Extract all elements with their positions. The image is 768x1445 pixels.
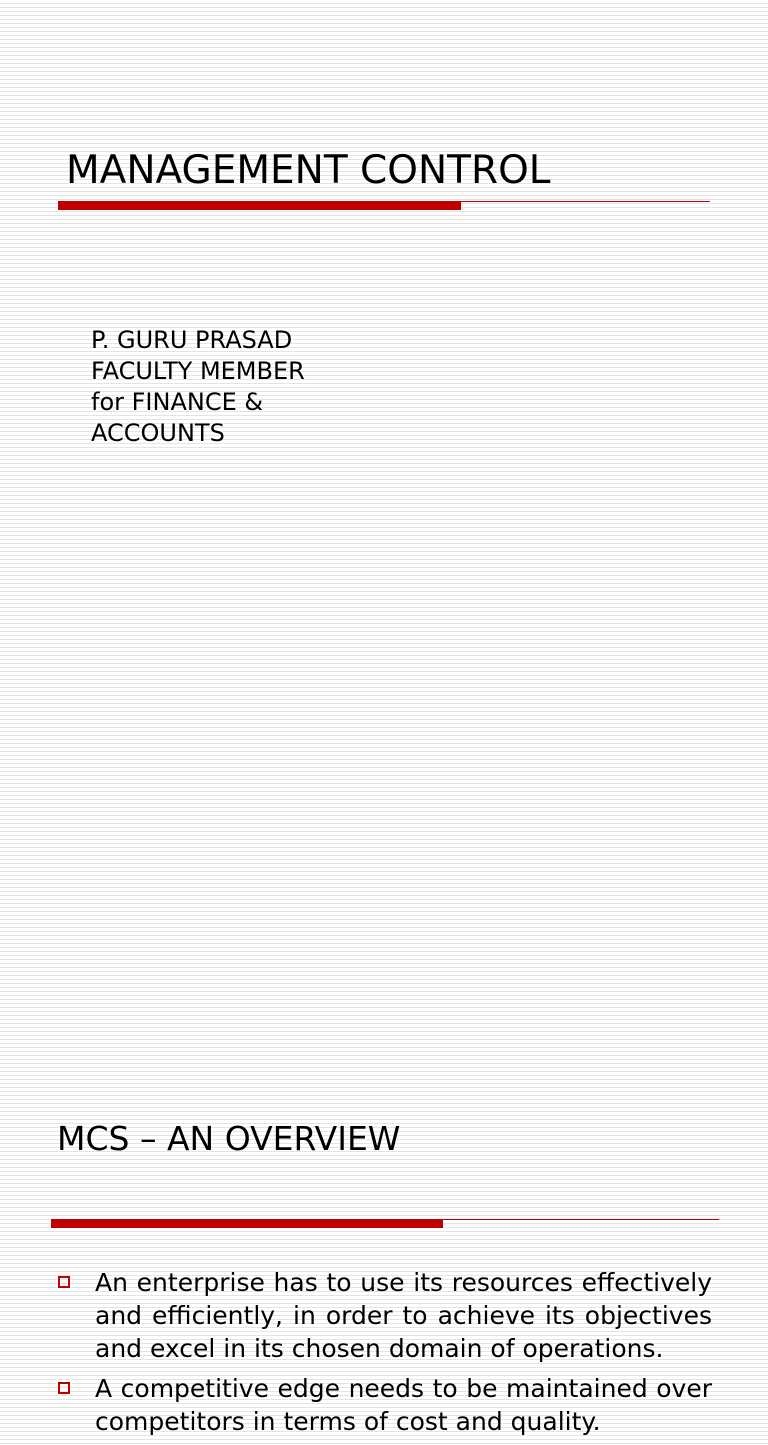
slide-2 [0,512,768,1436]
square-bullet-icon [58,1276,70,1288]
author-department-line-2: ACCOUNTS [91,419,225,447]
author-role: FACULTY MEMBER [91,357,305,385]
author-block [91,325,305,449]
list-item [58,1372,712,1438]
title-underline-thin [443,1219,719,1220]
title-underline-thin [461,201,710,202]
author-name: P. GURU PRASAD [91,326,293,354]
list-item [58,1266,712,1365]
square-bullet-icon [58,1382,70,1394]
bullet-list [58,1266,712,1445]
title-underline-thick [58,201,461,210]
bullet-text: An enterprise has to use its resources effectively and efficiently, in order to achieve its objectives and excel in its chosen domain of operations. [95,1268,712,1363]
author-department-line-1: for FINANCE & [91,388,264,416]
slide-title: MANAGEMENT CONTROL [66,148,551,193]
slide-1 [0,0,768,512]
bullet-text: A competitive edge needs to be maintained over competitors in terms of cost and quality. [95,1374,712,1436]
slide-title: MCS – AN OVERVIEW [57,1119,401,1158]
title-underline-thick [51,1219,443,1228]
